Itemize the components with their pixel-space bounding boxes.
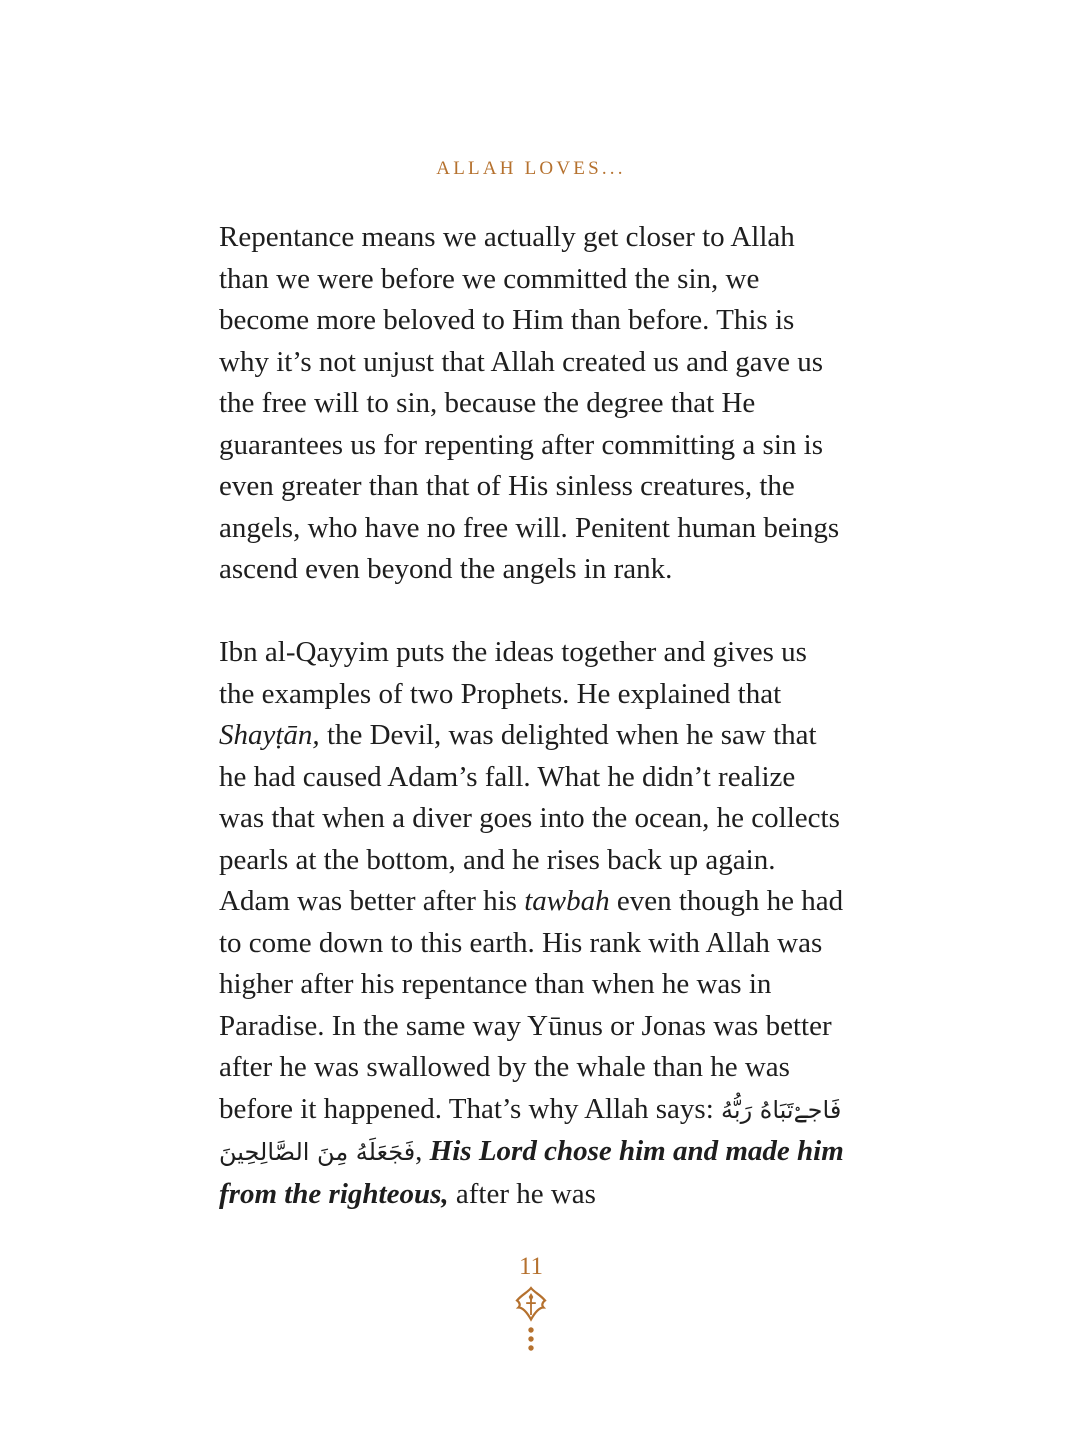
paragraph	[219, 217, 847, 591]
text-segment: Shayṭān,	[219, 719, 320, 751]
body-text	[219, 217, 847, 1257]
text-segment: Repentance means we actually get closer to Allah than we were before we committed the sin, we become more beloved to Him than before. This is why it’s not unjust that Allah created us and gave us the free will to sin, because the degree that He guarantees us for repenting after committing a sin is even greater than that of His sinless creatures, the angels, who have no free will. Penitent human beings ascend even beyond the angels in rank.	[219, 221, 840, 585]
text-segment: ,	[415, 1135, 430, 1167]
lotus-ornament-icon	[511, 1286, 551, 1352]
running-header: ALLAH LOVES...	[436, 158, 626, 179]
text-segment: Ibn al-Qayyim puts the ideas together and gives us the examples of two Prophets. He explained that	[219, 636, 807, 710]
text-segment: His Lord chose him and made him from the righteous,	[219, 1135, 844, 1210]
text-segment: the Devil, was delighted when he saw that he had caused Adam’s fall. What he didn’t realize was that when a diver goes into the ocean, he collects pearls at the bottom, and he rises back up again. Adam was better after his	[219, 719, 840, 917]
text-segment: after he was	[448, 1177, 596, 1210]
page-footer	[219, 1252, 843, 1357]
ornament-wrap	[219, 1286, 843, 1357]
quran-arabic-text: فَاجےْتَبَاهُ رَبُّهُ فَجَعَلَهُ مِنَ الصَّالِحِينَ	[219, 1095, 842, 1166]
paragraph	[219, 632, 847, 1215]
page-number: 11	[518, 1253, 544, 1280]
text-segment: even though he had to come down to this earth. His rank with Allah was higher after his repentance than when he was in Paradise. In the same way Yūnus or Jonas was better after he was swallowed by the whale than he was before it happened. That’s why Allah says:	[219, 885, 844, 1125]
text-segment: tawbah	[524, 885, 610, 917]
